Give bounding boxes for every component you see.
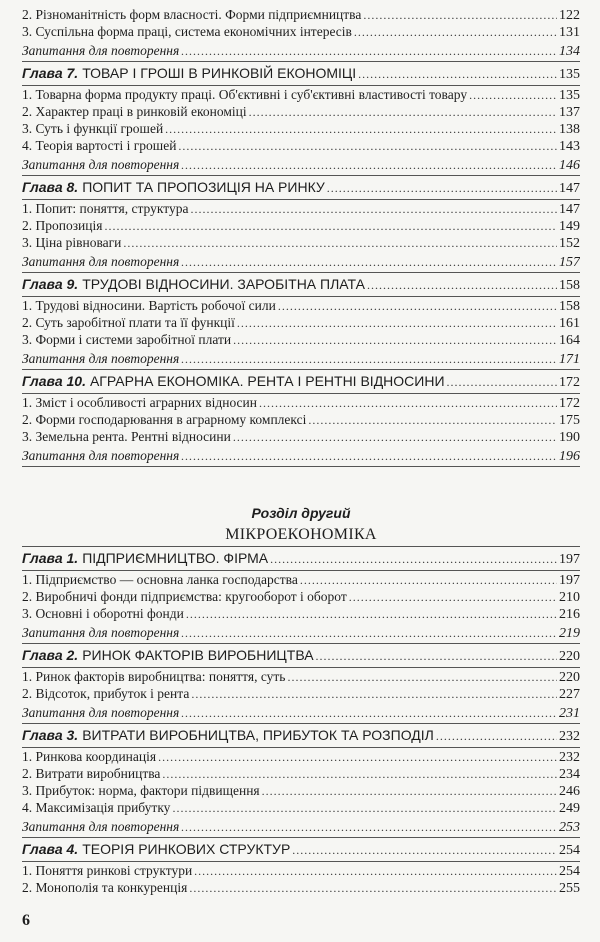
review-questions-entry[interactable] bbox=[22, 154, 580, 176]
page-ref: 147 bbox=[559, 181, 580, 196]
page-ref: 190 bbox=[559, 430, 580, 445]
review-questions-entry[interactable] bbox=[22, 702, 580, 724]
review-questions-entry[interactable] bbox=[22, 40, 580, 62]
chapter-label: Глава 1. bbox=[22, 550, 79, 566]
entry-title: 2. Різноманітність форм власності. Форми підприємництва bbox=[22, 7, 362, 22]
dot-leader bbox=[354, 24, 557, 40]
toc-item[interactable] bbox=[22, 765, 580, 782]
page-ref: 249 bbox=[559, 801, 580, 816]
chapter-title: ПОПИТ ТА ПРОПОЗИЦІЯ НА РИНКУ bbox=[82, 179, 325, 195]
chapter-label: Глава 2. bbox=[22, 647, 79, 663]
entry-title: 2. Виробничі фонди підприємства: кругооборот і оборот bbox=[22, 589, 347, 604]
entry-title bbox=[22, 273, 367, 296]
chapter-heading[interactable] bbox=[22, 547, 580, 571]
page-ref: 216 bbox=[559, 607, 580, 622]
chapter-heading[interactable] bbox=[22, 724, 580, 748]
toc-item[interactable] bbox=[22, 120, 580, 137]
entry-title: 1. Поняття ринкові структури bbox=[22, 863, 193, 878]
dot-leader bbox=[367, 274, 557, 297]
entry-title: 1. Ринок факторів виробництва: поняття, суть bbox=[22, 669, 286, 684]
chapter-label: Глава 3. bbox=[22, 727, 79, 743]
page-ref: 149 bbox=[559, 219, 580, 234]
entry-title: 3. Форми і системи заробітної плати bbox=[22, 332, 232, 347]
entry-title: Запитання для повторення bbox=[22, 705, 180, 720]
dot-leader bbox=[172, 800, 557, 816]
chapter-label: Глава 4. bbox=[22, 841, 79, 857]
entry-title bbox=[22, 547, 270, 570]
dot-leader bbox=[181, 41, 557, 62]
chapter-heading[interactable] bbox=[22, 370, 580, 394]
chapter-heading[interactable] bbox=[22, 644, 580, 668]
toc-item[interactable] bbox=[22, 571, 580, 588]
page-ref: 210 bbox=[559, 590, 580, 605]
entry-title: 2. Монополія та конкуренція bbox=[22, 880, 188, 895]
toc-item[interactable] bbox=[22, 668, 580, 685]
page-ref: 234 bbox=[559, 767, 580, 782]
dot-leader bbox=[165, 121, 557, 137]
toc-item[interactable] bbox=[22, 605, 580, 622]
toc-item[interactable] bbox=[22, 103, 580, 120]
dot-leader bbox=[349, 589, 557, 605]
chapter-title: ТОВАР І ГРОШІ В РИНКОВІЙ ЕКОНОМІЦІ bbox=[82, 65, 357, 81]
chapter-heading[interactable] bbox=[22, 62, 580, 86]
chapter-title: АГРАРНА ЕКОНОМІКА. РЕНТА І РЕНТНІ ВІДНОСИНИ bbox=[89, 373, 445, 389]
toc-item[interactable] bbox=[22, 217, 580, 234]
dot-leader bbox=[233, 429, 557, 445]
entry-title: 1. Зміст і особливості аграрних відносин bbox=[22, 395, 257, 410]
dot-leader bbox=[316, 645, 557, 668]
dot-leader bbox=[233, 332, 557, 348]
page-ref: 122 bbox=[559, 8, 580, 23]
page-ref: 197 bbox=[559, 573, 580, 588]
dot-leader bbox=[237, 315, 557, 331]
review-questions-entry[interactable] bbox=[22, 622, 580, 644]
chapter-title: РИНОК ФАКТОРІВ ВИРОБНИЦТВА bbox=[82, 647, 314, 663]
dot-leader bbox=[189, 880, 557, 896]
dot-leader bbox=[123, 235, 557, 251]
page-ref: 146 bbox=[559, 158, 580, 173]
dot-leader bbox=[358, 63, 557, 86]
chapter-label: Глава 8. bbox=[22, 179, 79, 195]
dot-leader bbox=[181, 252, 557, 273]
entry-title: 1. Ринкова координація bbox=[22, 749, 157, 764]
page-ref: 172 bbox=[559, 375, 580, 390]
dot-leader bbox=[190, 201, 557, 217]
page-ref: 219 bbox=[559, 626, 580, 641]
dot-leader bbox=[162, 766, 557, 782]
page-ref: 161 bbox=[559, 316, 580, 331]
dot-leader bbox=[469, 87, 557, 103]
dot-leader bbox=[186, 606, 557, 622]
entry-title bbox=[22, 838, 292, 861]
page-ref: 255 bbox=[559, 881, 580, 896]
entry-title: Запитання для повторення bbox=[22, 43, 180, 58]
entry-title: 3. Ціна рівноваги bbox=[22, 235, 122, 250]
dot-leader bbox=[178, 138, 557, 154]
page-ref: 158 bbox=[559, 278, 580, 293]
chapter-heading[interactable] bbox=[22, 838, 580, 862]
dot-leader bbox=[300, 572, 557, 588]
chapter-title: ВИТРАТИ ВИРОБНИЦТВА, ПРИБУТОК ТА РОЗПОДІЛ bbox=[82, 727, 434, 743]
chapter-label: Глава 10. bbox=[22, 373, 86, 389]
toc-item[interactable] bbox=[22, 799, 580, 816]
entry-title: Запитання для повторення bbox=[22, 254, 180, 269]
dot-leader bbox=[363, 7, 557, 23]
chapter-title: ТРУДОВІ ВІДНОСИНИ. ЗАРОБІТНА ПЛАТА bbox=[82, 276, 365, 292]
toc-item[interactable] bbox=[22, 879, 580, 896]
toc-item[interactable] bbox=[22, 862, 580, 879]
table-of-contents bbox=[22, 6, 580, 896]
review-questions-entry[interactable] bbox=[22, 445, 580, 467]
dot-leader bbox=[181, 349, 557, 370]
page-ref: 232 bbox=[559, 750, 580, 765]
dot-leader bbox=[292, 839, 557, 862]
toc-item[interactable] bbox=[22, 428, 580, 445]
page-ref: 138 bbox=[559, 122, 580, 137]
entry-title: 2. Форми господарювання в аграрному комплексі bbox=[22, 412, 307, 427]
toc-item[interactable] bbox=[22, 200, 580, 217]
entry-title bbox=[22, 176, 327, 199]
entry-title: Запитання для повторення bbox=[22, 448, 180, 463]
dot-leader bbox=[191, 686, 557, 702]
chapter-heading[interactable] bbox=[22, 176, 580, 200]
page-ref: 164 bbox=[559, 333, 580, 348]
dot-leader bbox=[181, 446, 557, 467]
dot-leader bbox=[104, 218, 557, 234]
page-ref: 232 bbox=[559, 729, 580, 744]
page-ref: 254 bbox=[559, 843, 580, 858]
entry-title: 1. Товарна форма продукту праці. Об'єктивні і суб'єктивні властивості товару bbox=[22, 87, 468, 102]
toc-item[interactable] bbox=[22, 23, 580, 40]
dot-leader bbox=[270, 548, 557, 571]
entry-title: 2. Характер праці в ринковій економіці bbox=[22, 104, 247, 119]
page-ref: 147 bbox=[559, 202, 580, 217]
entry-title: 2. Пропозиція bbox=[22, 218, 103, 233]
dot-leader bbox=[327, 177, 557, 200]
toc-item[interactable] bbox=[22, 394, 580, 411]
page-ref: 135 bbox=[559, 67, 580, 82]
entry-title: Запитання для повторення bbox=[22, 157, 180, 172]
entry-title: 1. Трудові відносини. Вартість робочої сили bbox=[22, 298, 276, 313]
page-ref: 158 bbox=[559, 299, 580, 314]
page-ref: 143 bbox=[559, 139, 580, 154]
page-ref: 171 bbox=[559, 352, 580, 367]
entry-title: 1. Підприємство — основна ланка господарства bbox=[22, 572, 298, 587]
page-ref: 152 bbox=[559, 236, 580, 251]
toc-item[interactable] bbox=[22, 411, 580, 428]
entry-title: 4. Максимізація прибутку bbox=[22, 800, 171, 815]
dot-leader bbox=[447, 371, 557, 394]
entry-title: 3. Прибуток: норма, фактори підвищення bbox=[22, 783, 260, 798]
entry-title: 3. Суть і функції грошей bbox=[22, 121, 164, 136]
toc-item[interactable] bbox=[22, 588, 580, 605]
entry-title: Запитання для повторення bbox=[22, 819, 180, 834]
chapter-title: ТЕОРІЯ РИНКОВИХ СТРУКТУР bbox=[82, 841, 291, 857]
toc-item[interactable] bbox=[22, 297, 580, 314]
toc-item[interactable] bbox=[22, 234, 580, 251]
page-ref: 254 bbox=[559, 864, 580, 879]
toc-item[interactable] bbox=[22, 137, 580, 154]
page-ref: 157 bbox=[559, 255, 580, 270]
toc-item[interactable] bbox=[22, 86, 580, 103]
toc-item[interactable] bbox=[22, 685, 580, 702]
entry-title bbox=[22, 370, 447, 393]
page-ref: 246 bbox=[559, 784, 580, 799]
entry-title: 2. Суть заробітної плати та її функції bbox=[22, 315, 235, 330]
page-ref: 135 bbox=[559, 88, 580, 103]
dot-leader bbox=[308, 412, 557, 428]
page-ref: 220 bbox=[559, 649, 580, 664]
page-ref: 131 bbox=[559, 25, 580, 40]
page-ref: 220 bbox=[559, 670, 580, 685]
entry-title bbox=[22, 644, 316, 667]
toc-item[interactable] bbox=[22, 748, 580, 765]
toc-item[interactable] bbox=[22, 6, 580, 23]
section-heading bbox=[22, 467, 580, 547]
page-ref: 197 bbox=[559, 552, 580, 567]
dot-leader bbox=[278, 298, 557, 314]
section-title: МІКРОЕКОНОМІКА bbox=[225, 526, 377, 543]
page-number: 6 bbox=[22, 912, 30, 929]
review-questions-entry[interactable] bbox=[22, 251, 580, 273]
entry-title: 2. Витрати виробництва bbox=[22, 766, 161, 781]
dot-leader bbox=[181, 155, 557, 176]
entry-title: 3. Земельна рента. Рентні відносини bbox=[22, 429, 231, 444]
page-ref: 137 bbox=[559, 105, 580, 120]
chapter-label: Глава 9. bbox=[22, 276, 79, 292]
entry-title bbox=[22, 62, 358, 85]
entry-title: 3. Основні і оборотні фонди bbox=[22, 606, 184, 621]
dot-leader bbox=[259, 395, 557, 411]
entry-title: Запитання для повторення bbox=[22, 625, 180, 640]
toc-item[interactable] bbox=[22, 331, 580, 348]
entry-title: 4. Теорія вартості і грошей bbox=[22, 138, 177, 153]
entry-title: 1. Попит: поняття, структура bbox=[22, 201, 189, 216]
dot-leader bbox=[436, 725, 557, 748]
section-label: Розділ другий bbox=[251, 505, 351, 521]
entry-title: Запитання для повторення bbox=[22, 351, 180, 366]
toc-item[interactable] bbox=[22, 782, 580, 799]
toc-item[interactable] bbox=[22, 314, 580, 331]
page-ref: 231 bbox=[559, 706, 580, 721]
page-ref: 134 bbox=[559, 44, 580, 59]
dot-leader bbox=[158, 749, 557, 765]
entry-title bbox=[22, 724, 436, 747]
page-ref: 196 bbox=[559, 449, 580, 464]
dot-leader bbox=[262, 783, 557, 799]
entry-title: 3. Суспільна форма праці, система економічних інтересів bbox=[22, 24, 352, 39]
dot-leader bbox=[181, 817, 557, 838]
chapter-title: ПІДПРИЄМНИЦТВО. ФІРМА bbox=[82, 550, 269, 566]
review-questions-entry[interactable] bbox=[22, 348, 580, 370]
page-ref: 175 bbox=[559, 413, 580, 428]
page-ref: 172 bbox=[559, 396, 580, 411]
page-ref: 227 bbox=[559, 687, 580, 702]
dot-leader bbox=[287, 669, 557, 685]
dot-leader bbox=[194, 863, 557, 879]
review-questions-entry[interactable] bbox=[22, 816, 580, 838]
entry-title: 2. Відсоток, прибуток і рента bbox=[22, 686, 190, 701]
chapter-label: Глава 7. bbox=[22, 65, 79, 81]
chapter-heading[interactable] bbox=[22, 273, 580, 297]
dot-leader bbox=[249, 104, 557, 120]
dot-leader bbox=[181, 703, 557, 724]
dot-leader bbox=[181, 623, 557, 644]
page-ref: 253 bbox=[559, 820, 580, 835]
